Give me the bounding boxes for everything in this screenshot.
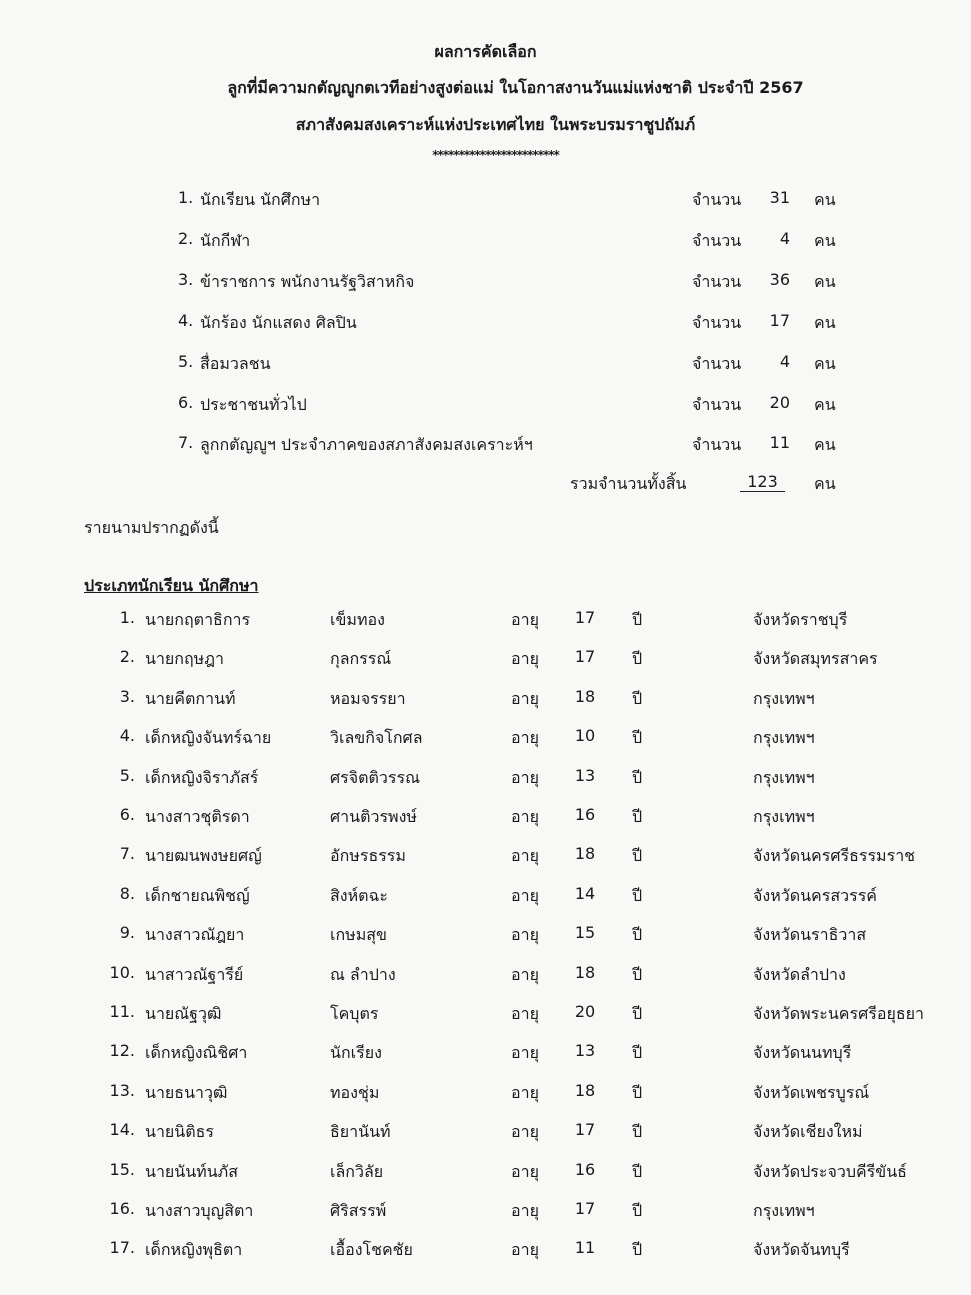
- student-age: 18: [574, 687, 596, 706]
- row-number: 7.: [119, 844, 135, 863]
- age-label: อายุ: [511, 728, 539, 747]
- student-first-name: เด็กหญิงพุธิตา: [145, 1240, 243, 1259]
- category-number: 4.: [178, 311, 194, 330]
- student-province: กรุงเทพฯ: [753, 728, 815, 747]
- student-age: 20: [574, 1002, 596, 1021]
- student-province: จังหวัดลำปาง: [753, 965, 846, 984]
- count-label: จำนวน: [692, 313, 742, 332]
- student-last-name: เอื้องโชคชัย: [330, 1240, 413, 1259]
- year-label: ปี: [632, 1043, 643, 1062]
- row-number: 15.: [109, 1160, 135, 1179]
- year-label: ปี: [632, 925, 643, 944]
- age-label: อายุ: [511, 965, 539, 984]
- category-label: นักเรียน นักศึกษา: [200, 190, 321, 209]
- student-province: จังหวัดประจวบคีรีขันธ์: [753, 1162, 907, 1181]
- student-age: 13: [574, 1041, 596, 1060]
- student-province: กรุงเทพฯ: [753, 689, 815, 708]
- table-row: [0, 687, 971, 717]
- count-unit: คน: [814, 354, 836, 373]
- year-label: ปี: [632, 689, 643, 708]
- student-first-name: นางสาวบุญสิตา: [145, 1201, 254, 1220]
- age-label: อายุ: [511, 846, 539, 865]
- category-row: [0, 229, 971, 259]
- student-first-name: นายณัฐวุฒิ: [145, 1004, 222, 1023]
- table-row: [0, 1238, 971, 1268]
- table-row: [0, 884, 971, 914]
- student-first-name: นายนิติธร: [145, 1122, 214, 1141]
- count-label: จำนวน: [692, 231, 742, 250]
- student-last-name: ศานติวรพงษ์: [330, 807, 417, 826]
- student-first-name: นางสาวชุติรดา: [145, 807, 250, 826]
- age-label: อายุ: [511, 768, 539, 787]
- category-number: 6.: [178, 393, 194, 412]
- student-first-name: เด็กหญิงจิราภัสร์: [145, 768, 259, 787]
- table-row: [0, 1199, 971, 1229]
- category-number: 7.: [178, 433, 194, 452]
- table-row: [0, 923, 971, 953]
- row-number: 1.: [119, 608, 135, 627]
- row-number: 16.: [109, 1199, 135, 1218]
- student-age: 17: [574, 608, 596, 627]
- row-number: 5.: [119, 766, 135, 785]
- table-row: [0, 608, 971, 638]
- section-title: ประเภทนักเรียน นักศึกษา: [84, 576, 259, 595]
- student-last-name: หอมจรรยา: [330, 689, 406, 708]
- student-first-name: เด็กหญิงณิชิศา: [145, 1043, 248, 1062]
- count-label: จำนวน: [692, 190, 742, 209]
- count-unit: คน: [814, 313, 836, 332]
- year-label: ปี: [632, 807, 643, 826]
- count-unit: คน: [814, 395, 836, 414]
- category-count: 11: [769, 433, 790, 452]
- student-province: จังหวัดนราธิวาส: [753, 925, 867, 944]
- student-last-name: นักเรียง: [330, 1043, 382, 1062]
- category-count: 17: [769, 311, 790, 330]
- student-age: 17: [574, 1120, 596, 1139]
- student-province: จังหวัดเชียงใหม่: [753, 1122, 863, 1141]
- year-label: ปี: [632, 1004, 643, 1023]
- list-intro: รายนามปรากฏดังนี้: [84, 518, 219, 537]
- row-number: 2.: [119, 647, 135, 666]
- student-first-name: นางสาวณัฎยา: [145, 925, 245, 944]
- age-label: อายุ: [511, 649, 539, 668]
- student-first-name: นายนันท์นภัส: [145, 1162, 238, 1181]
- table-row: [0, 766, 971, 796]
- student-first-name: นาสาวณัฐารีย์: [145, 965, 244, 984]
- category-count: 20: [769, 393, 790, 412]
- student-last-name: เกษมสุข: [330, 925, 387, 944]
- student-last-name: เข็มทอง: [330, 610, 385, 629]
- age-label: อายุ: [511, 807, 539, 826]
- student-first-name: นายกฤษฎา: [145, 649, 224, 668]
- row-number: 9.: [119, 923, 135, 942]
- student-age: 13: [574, 766, 596, 785]
- table-row: [0, 647, 971, 677]
- student-province: จังหวัดนครศรีธรรมราช: [753, 846, 916, 865]
- category-label: นักร้อง นักแสดง ศิลปิน: [200, 313, 357, 332]
- row-number: 11.: [109, 1002, 135, 1021]
- student-age: 11: [574, 1238, 596, 1257]
- category-label: สื่อมวลชน: [200, 354, 271, 373]
- student-province: จังหวัดราชบุรี: [753, 610, 848, 629]
- category-label: นักกีฬา: [200, 231, 251, 250]
- student-first-name: นายฒนพงษยศญ์: [145, 846, 262, 865]
- student-age: 18: [574, 844, 596, 863]
- count-label: จำนวน: [692, 435, 742, 454]
- star-divider: ************************: [432, 148, 559, 162]
- document-title: ผลการคัดเลือก: [434, 42, 537, 61]
- student-province: จังหวัดพระนครศรีอยุธยา: [753, 1004, 924, 1023]
- table-row: [0, 963, 971, 993]
- student-last-name: ธิยานันท์: [330, 1122, 391, 1141]
- year-label: ปี: [632, 768, 643, 787]
- year-label: ปี: [632, 1162, 643, 1181]
- count-label: จำนวน: [692, 395, 742, 414]
- student-first-name: นายกฤตาธิการ: [145, 610, 251, 629]
- category-number: 3.: [178, 270, 194, 289]
- row-number: 6.: [119, 805, 135, 824]
- age-label: อายุ: [511, 1004, 539, 1023]
- category-count: 31: [769, 188, 790, 207]
- category-row: [0, 393, 971, 423]
- student-last-name: ทองชุ่ม: [330, 1083, 380, 1102]
- row-number: 17.: [109, 1238, 135, 1257]
- table-row: [0, 1160, 971, 1190]
- total-value: 123: [740, 472, 785, 492]
- count-unit: คน: [814, 272, 836, 291]
- category-count: 4: [779, 352, 790, 371]
- student-province: จังหวัดนนทบุรี: [753, 1043, 852, 1062]
- student-age: 16: [574, 805, 596, 824]
- organization-name: สภาสังคมสงเคราะห์แห่งประเทศไทย ในพระบรมราชูปถัมภ์: [295, 115, 696, 134]
- table-row: [0, 805, 971, 835]
- total-label: รวมจำนวนทั้งสิ้น: [570, 474, 687, 493]
- category-row: [0, 188, 971, 218]
- category-label: ลูกกตัญญูฯ ประจำภาคของสภาสังคมสงเคราะห์ฯ: [200, 435, 533, 454]
- student-last-name: อักษรธรรม: [330, 846, 406, 865]
- category-label: ประชาชนทั่วไป: [200, 395, 307, 414]
- student-last-name: วิเลขกิจโกศล: [330, 728, 423, 747]
- year-label: ปี: [632, 965, 643, 984]
- count-unit: คน: [814, 435, 836, 454]
- count-label: จำนวน: [692, 354, 742, 373]
- category-row: [0, 352, 971, 382]
- age-label: อายุ: [511, 1162, 539, 1181]
- student-age: 17: [574, 1199, 596, 1218]
- student-last-name: เล็กวิลัย: [330, 1162, 384, 1181]
- category-label: ข้าราชการ พนักงานรัฐวิสาหกิจ: [200, 272, 415, 291]
- student-age: 16: [574, 1160, 596, 1179]
- table-row: [0, 726, 971, 756]
- student-last-name: ณ ลำปาง: [330, 965, 396, 984]
- category-row: [0, 270, 971, 300]
- student-first-name: เด็กหญิงจันทร์ฉาย: [145, 728, 272, 747]
- age-label: อายุ: [511, 1201, 539, 1220]
- row-number: 10.: [109, 963, 135, 982]
- table-row: [0, 1081, 971, 1111]
- row-number: 12.: [109, 1041, 135, 1060]
- year-label: ปี: [632, 1122, 643, 1141]
- student-province: จังหวัดเพชรบูรณ์: [753, 1083, 870, 1102]
- year-label: ปี: [632, 1240, 643, 1259]
- category-number: 2.: [178, 229, 194, 248]
- row-number: 3.: [119, 687, 135, 706]
- student-age: 17: [574, 647, 596, 666]
- age-label: อายุ: [511, 925, 539, 944]
- document-subtitle: ลูกที่มีความกตัญญูกตเวทีอย่างสูงต่อแม่ ในโอกาสงานวันแม่แห่งชาติ ประจำปี 2567: [227, 78, 804, 97]
- table-row: [0, 1002, 971, 1032]
- age-label: อายุ: [511, 1240, 539, 1259]
- count-label: จำนวน: [692, 272, 742, 291]
- category-row: [0, 433, 971, 463]
- student-last-name: กุลกรรณ์: [330, 649, 392, 668]
- age-label: อายุ: [511, 689, 539, 708]
- count-unit: คน: [814, 190, 836, 209]
- student-province: จังหวัดนครสวรรค์: [753, 886, 877, 905]
- student-province: จังหวัดสมุทรสาคร: [753, 649, 878, 668]
- student-last-name: สิงห์ตฉะ: [330, 886, 389, 905]
- row-number: 8.: [119, 884, 135, 903]
- student-age: 18: [574, 1081, 596, 1100]
- age-label: อายุ: [511, 1122, 539, 1141]
- year-label: ปี: [632, 728, 643, 747]
- student-last-name: ศิริสรรพ์: [330, 1201, 387, 1220]
- category-number: 5.: [178, 352, 194, 371]
- category-row: [0, 311, 971, 341]
- year-label: ปี: [632, 610, 643, 629]
- age-label: อายุ: [511, 886, 539, 905]
- student-first-name: นายคีตกานท์: [145, 689, 236, 708]
- age-label: อายุ: [511, 1083, 539, 1102]
- total-row: [0, 472, 971, 502]
- student-age: 14: [574, 884, 596, 903]
- category-count: 4: [779, 229, 790, 248]
- year-label: ปี: [632, 846, 643, 865]
- student-province: กรุงเทพฯ: [753, 768, 815, 787]
- row-number: 14.: [109, 1120, 135, 1139]
- student-age: 15: [574, 923, 596, 942]
- count-unit: คน: [814, 231, 836, 250]
- student-first-name: เด็กชายณพิชญ์: [145, 886, 250, 905]
- table-row: [0, 844, 971, 874]
- student-province: กรุงเทพฯ: [753, 807, 815, 826]
- row-number: 13.: [109, 1081, 135, 1100]
- student-age: 10: [574, 726, 596, 745]
- year-label: ปี: [632, 649, 643, 668]
- row-number: 4.: [119, 726, 135, 745]
- student-age: 18: [574, 963, 596, 982]
- table-row: [0, 1041, 971, 1071]
- year-label: ปี: [632, 1083, 643, 1102]
- student-province: กรุงเทพฯ: [753, 1201, 815, 1220]
- year-label: ปี: [632, 886, 643, 905]
- student-first-name: นายธนาวุฒิ: [145, 1083, 228, 1102]
- student-province: จังหวัดจันทบุรี: [753, 1240, 850, 1259]
- age-label: อายุ: [511, 1043, 539, 1062]
- category-count: 36: [769, 270, 790, 289]
- student-last-name: โคบุตร: [330, 1004, 379, 1023]
- student-last-name: ศรจิตติวรรณ: [330, 768, 420, 787]
- age-label: อายุ: [511, 610, 539, 629]
- category-number: 1.: [178, 188, 194, 207]
- year-label: ปี: [632, 1201, 643, 1220]
- table-row: [0, 1120, 971, 1150]
- total-unit: คน: [814, 474, 836, 493]
